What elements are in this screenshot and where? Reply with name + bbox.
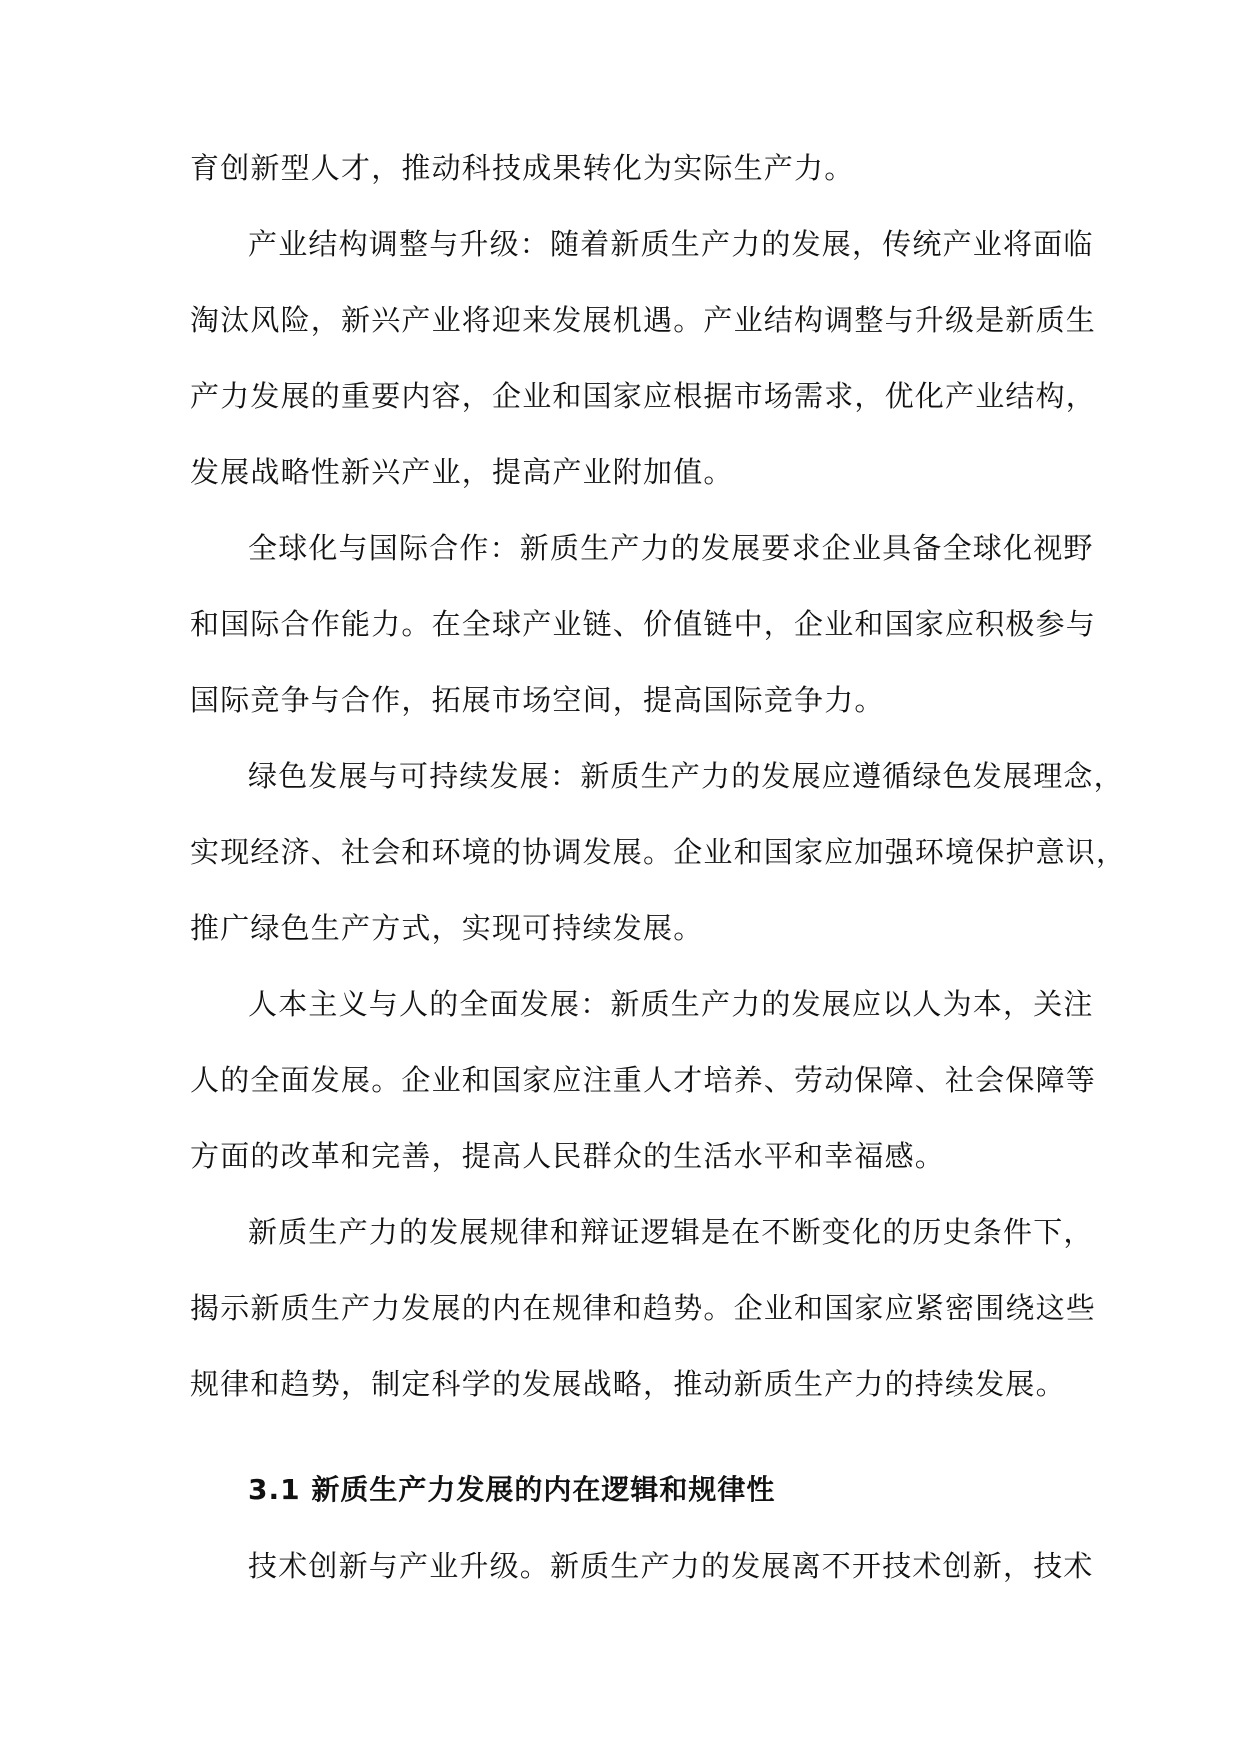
- text-line: 人的全面发展。企业和国家应注重人才培养、劳动保障、社会保障等: [190, 1063, 1097, 1097]
- text-line: 方面的改革和完善，提高人民群众的生活水平和幸福感。: [190, 1139, 946, 1173]
- paragraph-first-line: 技术创新与产业升级。新质生产力的发展离不开技术创新，技术: [248, 1549, 1094, 1583]
- paragraph-first-line: 全球化与国际合作：新质生产力的发展要求企业具备全球化视野: [248, 531, 1094, 565]
- document-page: [190, 130, 1127, 1604]
- paragraph-first-line: 人本主义与人的全面发展：新质生产力的发展应以人为本，关注: [248, 987, 1094, 1021]
- text-line: 育创新型人才，推动科技成果转化为实际生产力。: [190, 151, 855, 185]
- text-line: 产力发展的重要内容，企业和国家应根据市场需求，优化产业结构，: [190, 379, 1097, 413]
- text-line: 推广绿色生产方式，实现可持续发展。: [190, 911, 704, 945]
- paragraph-first-line: 产业结构调整与升级：随着新质生产力的发展，传统产业将面临: [248, 227, 1094, 261]
- text-line: 和国际合作能力。在全球产业链、价值链中，企业和国家应积极参与: [190, 607, 1097, 641]
- paragraph-first-line: 绿色发展与可持续发展：新质生产力的发展应遵循绿色发展理念，: [248, 759, 1124, 793]
- text-line: 淘汰风险，新兴产业将迎来发展机遇。产业结构调整与升级是新质生: [190, 303, 1097, 337]
- text-line: 国际竞争与合作，拓展市场空间，提高国际竞争力。: [190, 683, 885, 717]
- section-heading: 3.1 新质生产力发展的内在逻辑和规律性: [248, 1473, 776, 1506]
- text-line: 揭示新质生产力发展的内在规律和趋势。企业和国家应紧密围绕这些: [190, 1291, 1097, 1325]
- text-line: 规律和趋势，制定科学的发展战略，推动新质生产力的持续发展。: [190, 1367, 1066, 1401]
- text-line: 发展战略性新兴产业，提高产业附加值。: [190, 455, 734, 489]
- paragraph-first-line: 新质生产力的发展规律和辩证逻辑是在不断变化的历史条件下，: [248, 1215, 1094, 1249]
- text-line: 实现经济、社会和环境的协调发展。企业和国家应加强环境保护意识，: [190, 835, 1127, 869]
